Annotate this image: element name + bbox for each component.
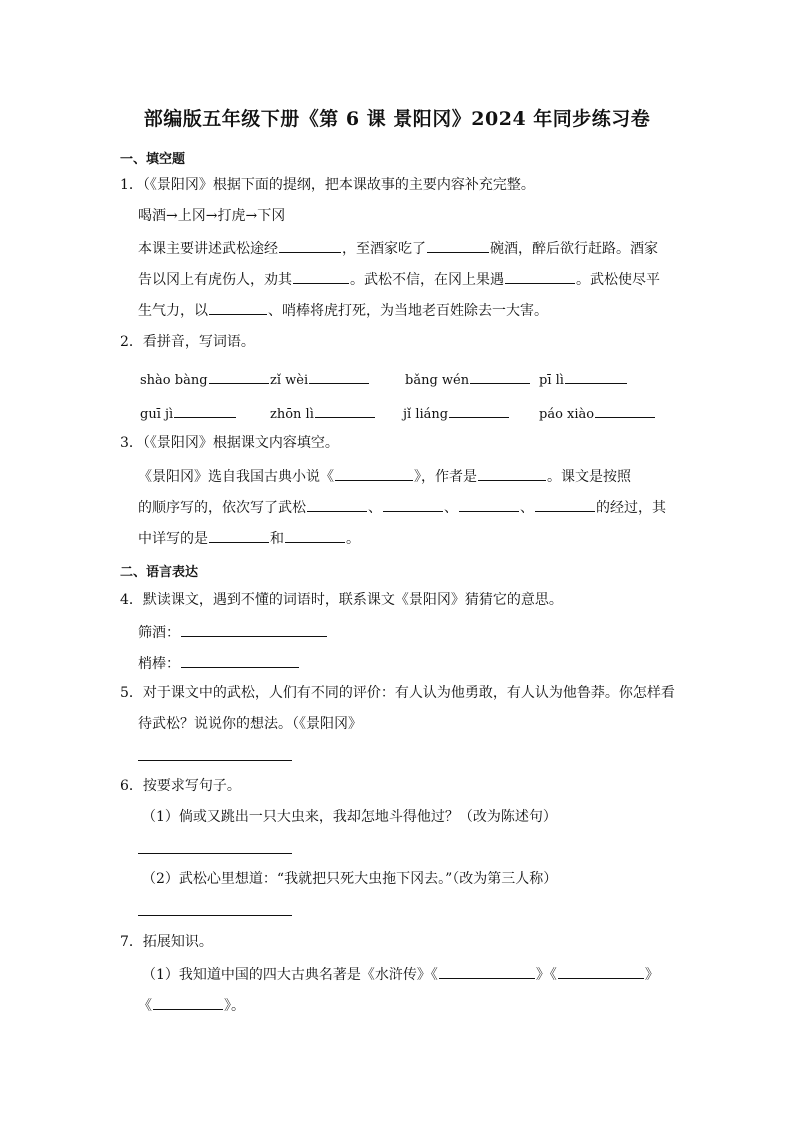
text: 。武松使尽平 — [576, 272, 660, 288]
fill-blank[interactable] — [309, 369, 369, 384]
question-3-number: 3． — [120, 435, 143, 451]
section-heading-fill-blank: 一、填空题 — [120, 152, 186, 167]
pinyin-item — [403, 403, 510, 422]
pinyin-text: guī jì — [140, 407, 174, 422]
question-5-stem-line-1 — [120, 684, 675, 702]
fill-blank[interactable] — [315, 403, 375, 418]
pinyin-text: jǐ liáng — [403, 407, 449, 422]
question-5-stem-line-2: 待武松？说说你的想法。（《景阳冈》 — [138, 716, 362, 732]
text: 生气力，以 — [138, 303, 208, 319]
pinyin-item — [405, 369, 531, 388]
fill-blank[interactable] — [383, 497, 443, 512]
text: 、 — [444, 500, 458, 516]
question-3-text: （《景阳冈》根据课文内容填空。 — [142, 435, 339, 451]
question-4-item-1 — [138, 622, 328, 642]
text: 、 — [368, 500, 382, 516]
fill-blank[interactable] — [279, 238, 341, 253]
pinyin-text: shào bàng — [140, 373, 208, 388]
question-3-stem — [120, 434, 339, 452]
question-1-line-3 — [138, 300, 548, 320]
question-4-stem — [120, 591, 563, 609]
text: 、 — [520, 500, 534, 516]
question-6-number: 6． — [120, 778, 143, 794]
answer-blank[interactable] — [181, 622, 327, 637]
text: 《 — [138, 998, 152, 1014]
pinyin-text: zǐ wèi — [270, 373, 309, 388]
question-6-text: 按要求写句子。 — [142, 778, 241, 794]
text: 》，作者是 — [414, 469, 477, 485]
question-1-text: （《景阳冈》根据下面的提纲，把本课故事的主要内容补充完整。 — [142, 177, 535, 193]
question-1-line-1 — [138, 238, 658, 258]
fill-blank[interactable] — [439, 964, 535, 979]
pinyin-text: zhōn lì — [270, 407, 314, 422]
pinyin-text: pī lì — [539, 373, 564, 388]
pinyin-item — [140, 403, 237, 422]
fill-blank[interactable] — [209, 369, 269, 384]
fill-blank[interactable] — [285, 528, 345, 543]
fill-blank[interactable] — [478, 466, 546, 481]
fill-blank[interactable] — [565, 369, 627, 384]
question-3-line-2 — [138, 497, 666, 517]
answer-blank[interactable] — [181, 653, 299, 668]
text: 的顺序写的，依次写了武松 — [138, 500, 306, 516]
question-7-number: 7． — [120, 934, 143, 950]
question-1-outline: 喝酒→上冈→打虎→下冈 — [138, 208, 286, 224]
text: 。武松不信，在冈上果遇 — [350, 272, 504, 288]
text: 》。 — [224, 998, 245, 1014]
question-7-stem — [120, 933, 213, 951]
question-4-text: 默读课文，遇到不懂的词语时，联系课文《景阳冈》猜猜它的意思。 — [142, 592, 563, 608]
fill-blank[interactable] — [153, 995, 223, 1010]
pinyin-item — [270, 369, 370, 388]
text: 。课文是按照 — [547, 469, 631, 485]
pinyin-item — [140, 369, 270, 388]
question-6-stem — [120, 777, 241, 795]
fill-blank[interactable] — [535, 497, 595, 512]
question-1-number: 1． — [120, 177, 143, 193]
text: （1）我知道中国的四大古典名著是《水浒传》《 — [142, 967, 438, 983]
question-1-stem — [120, 176, 535, 194]
pinyin-text: páo xiào — [539, 407, 595, 422]
text: 碗酒，醉后欲行赶路。酒家 — [490, 241, 658, 257]
question-5-text: 对于课文中的武松，人们有不同的评价：有人认为他勇敢，有人认为他鲁莽。你怎样看 — [142, 685, 675, 701]
fill-blank[interactable] — [335, 466, 413, 481]
question-7-text: 拓展知识。 — [142, 934, 213, 950]
question-6-sub-1: （1）倘或又跳出一只大虫来，我却怎地斗得他过？（改为陈述句） — [142, 809, 557, 825]
text: 梢棒： — [138, 656, 180, 672]
fill-blank[interactable] — [174, 403, 236, 418]
page-title: 部编版五年级下册《第 6 课 景阳冈》2024 年同步练习卷 — [143, 108, 651, 130]
section-heading-language-expression: 二、语言表达 — [120, 565, 199, 580]
text: 《景阳冈》选自我国古典小说《 — [138, 469, 334, 485]
text: 告以冈上有虎伤人，劝其 — [138, 272, 292, 288]
question-3-line-3 — [138, 528, 360, 548]
text: 本课主要讲述武松途经 — [138, 241, 278, 257]
question-7-sub-1-line-1 — [142, 964, 659, 984]
pinyin-item — [270, 403, 376, 422]
answer-line[interactable] — [138, 760, 292, 761]
fill-blank[interactable] — [595, 403, 655, 418]
fill-blank[interactable] — [209, 528, 269, 543]
pinyin-item — [539, 403, 656, 422]
text: 》 — [644, 967, 659, 983]
text: 的经过，其 — [596, 500, 666, 516]
fill-blank[interactable] — [449, 403, 509, 418]
question-2-text: 看拼音，写词语。 — [142, 334, 255, 350]
fill-blank[interactable] — [209, 300, 267, 315]
text: 。 — [346, 531, 360, 547]
fill-blank[interactable] — [427, 238, 489, 253]
question-2-stem — [120, 333, 255, 351]
question-5-number: 5． — [120, 685, 143, 701]
fill-blank[interactable] — [558, 964, 644, 979]
question-1-line-2 — [138, 269, 660, 289]
answer-line[interactable] — [138, 915, 292, 916]
fill-blank[interactable] — [470, 369, 530, 384]
text: 筛酒： — [138, 625, 180, 641]
answer-line[interactable] — [138, 853, 292, 854]
pinyin-text: bǎng wén — [405, 373, 470, 388]
question-7-sub-1-line-2 — [138, 995, 245, 1015]
question-2-number: 2． — [120, 334, 143, 350]
text: 、哨棒将虎打死，为当地老百姓除去一大害。 — [268, 303, 548, 319]
fill-blank[interactable] — [459, 497, 519, 512]
question-4-number: 4． — [120, 592, 143, 608]
fill-blank[interactable] — [307, 497, 367, 512]
text: 》《 — [535, 967, 557, 983]
text: ，至酒家吃了 — [342, 241, 426, 257]
question-3-line-1 — [138, 466, 631, 486]
fill-blank[interactable] — [505, 269, 575, 284]
pinyin-item — [539, 369, 628, 388]
question-4-item-2 — [138, 653, 300, 673]
text: 和 — [270, 531, 284, 547]
fill-blank[interactable] — [293, 269, 349, 284]
text: 中详写的是 — [138, 531, 208, 547]
question-6-sub-2: （2）武松心里想道：“我就把只死大虫拖下冈去。”（改为第三人称） — [142, 871, 558, 887]
